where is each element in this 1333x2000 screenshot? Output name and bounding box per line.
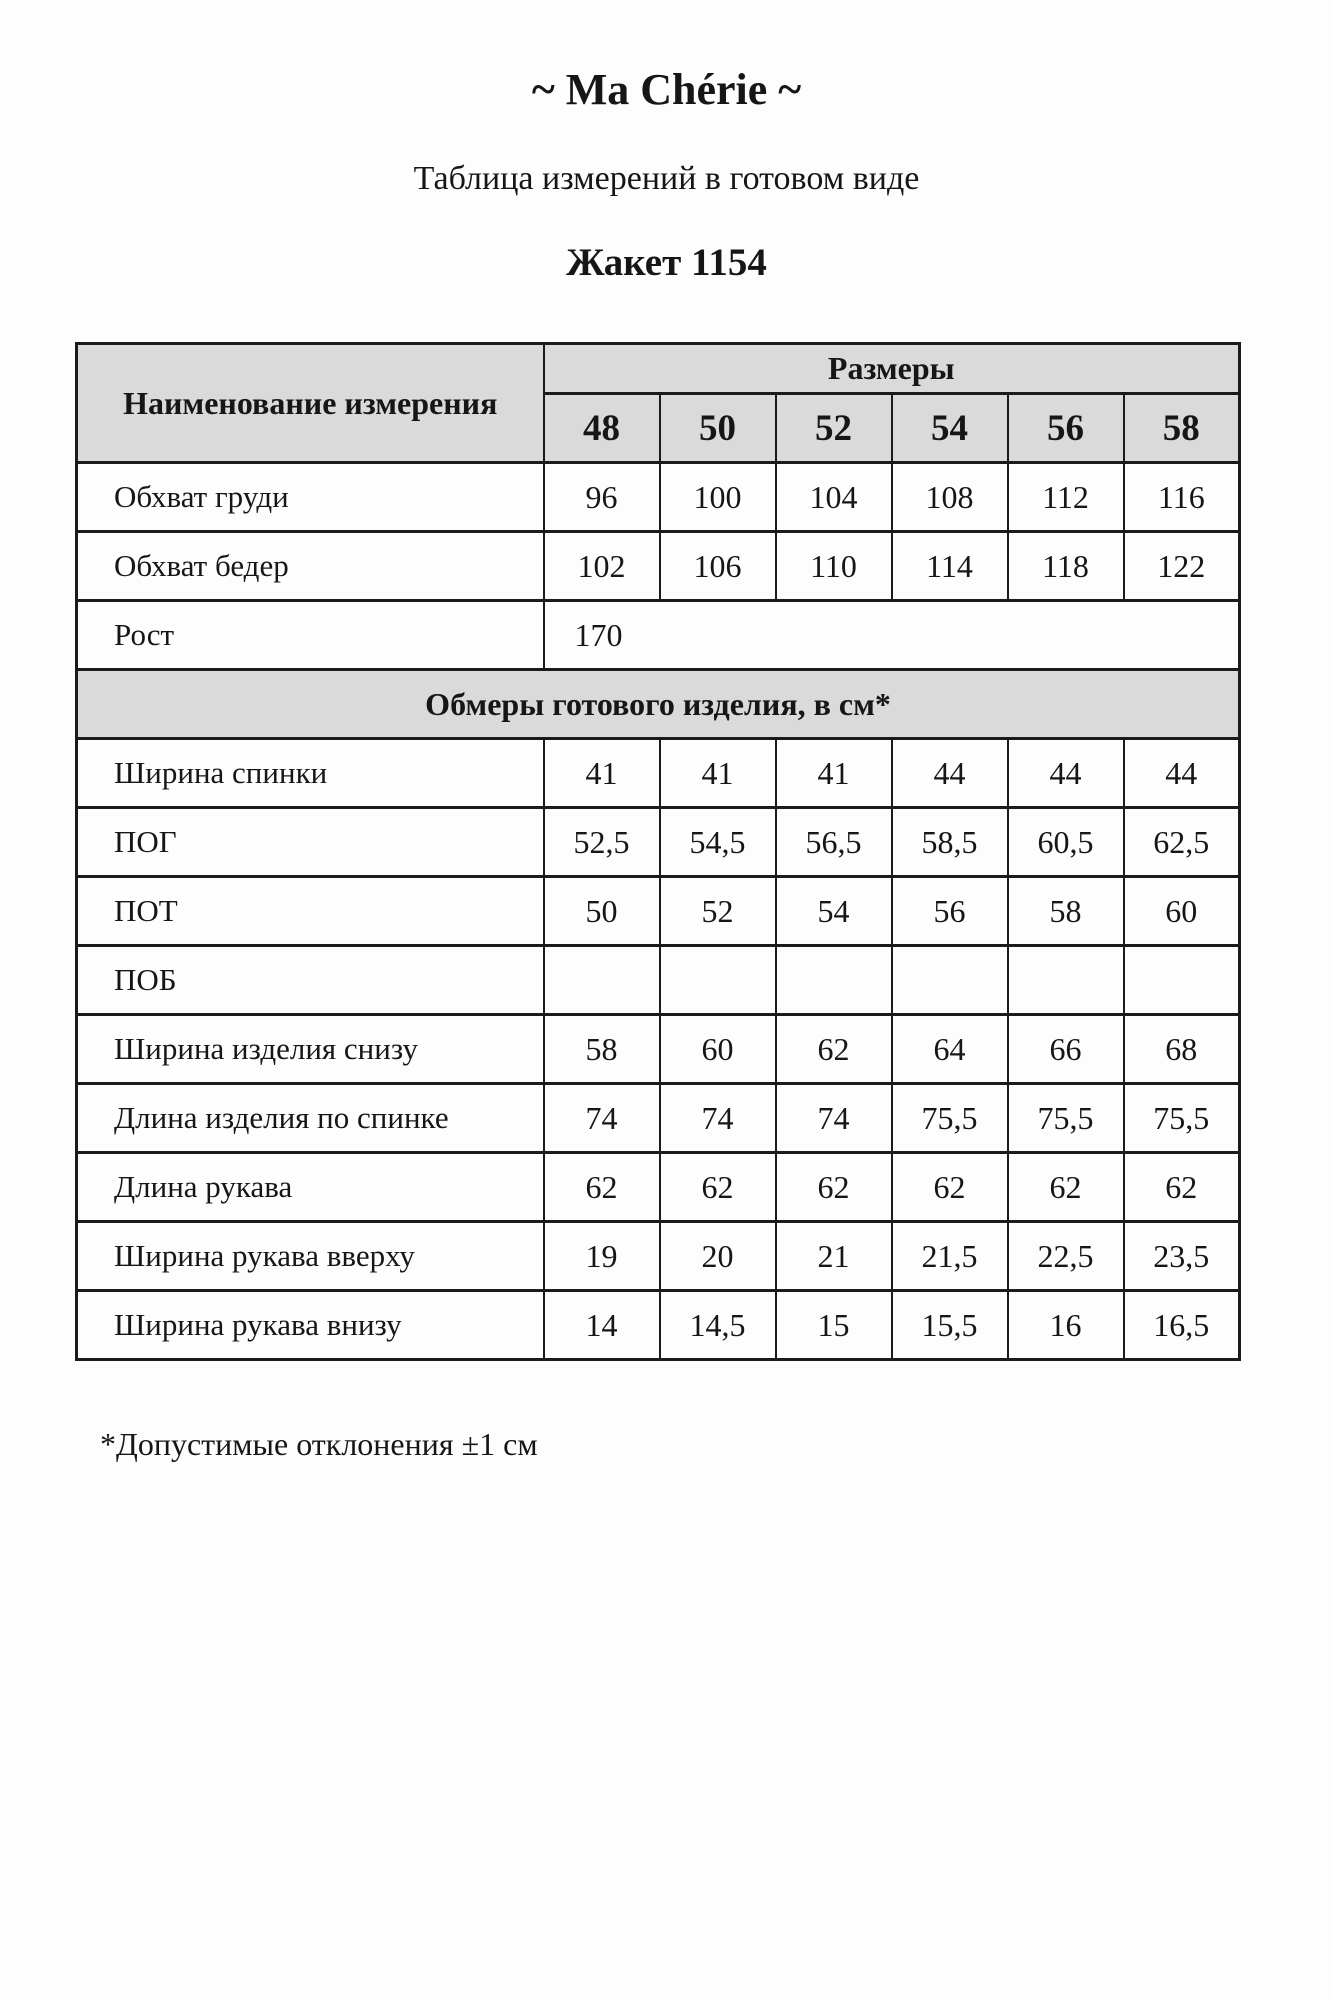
section-header: Обмеры готового изделия, в см*	[77, 670, 1240, 739]
measurement-value	[1124, 946, 1240, 1015]
row-label: ПОГ	[77, 808, 544, 877]
measurement-value	[892, 946, 1008, 1015]
measurement-value: 14	[544, 1291, 660, 1360]
measurement-value: 102	[544, 532, 660, 601]
measurement-value: 116	[1124, 463, 1240, 532]
table-row	[77, 1084, 1240, 1153]
measurement-value: 62	[776, 1015, 892, 1084]
measurement-value: 66	[1008, 1015, 1124, 1084]
measurement-value: 52	[660, 877, 776, 946]
table-row	[77, 877, 1240, 946]
measurement-value: 56,5	[776, 808, 892, 877]
measurement-value: 21,5	[892, 1222, 1008, 1291]
measurement-value: 74	[776, 1084, 892, 1153]
measurement-value: 16,5	[1124, 1291, 1240, 1360]
size-column-header: 52	[776, 394, 892, 463]
measurement-value: 23,5	[1124, 1222, 1240, 1291]
measurement-value: 62	[660, 1153, 776, 1222]
measurement-value: 62	[776, 1153, 892, 1222]
measurement-value: 122	[1124, 532, 1240, 601]
row-label: ПОТ	[77, 877, 544, 946]
table-row	[77, 946, 1240, 1015]
section-band-row	[77, 670, 1240, 739]
measurement-value: 108	[892, 463, 1008, 532]
measurement-value: 75,5	[1124, 1084, 1240, 1153]
measurement-value: 110	[776, 532, 892, 601]
measurement-value: 112	[1008, 463, 1124, 532]
measurement-value: 22,5	[1008, 1222, 1124, 1291]
measurement-value: 62	[1124, 1153, 1240, 1222]
measurement-value: 96	[544, 463, 660, 532]
measurement-value: 104	[776, 463, 892, 532]
row-label: Ширина рукава внизу	[77, 1291, 544, 1360]
measurement-value: 44	[1124, 739, 1240, 808]
measurement-value	[1008, 946, 1124, 1015]
row-label: Обхват бедер	[77, 532, 544, 601]
table-row	[77, 1222, 1240, 1291]
measurement-value: 62	[892, 1153, 1008, 1222]
row-label: Обхват груди	[77, 463, 544, 532]
measurement-value: 16	[1008, 1291, 1124, 1360]
table-row	[77, 1153, 1240, 1222]
product-title: Жакет 1154	[566, 240, 767, 284]
table-row	[77, 739, 1240, 808]
row-label: Ширина изделия снизу	[77, 1015, 544, 1084]
measurement-value: 64	[892, 1015, 1008, 1084]
measurement-value: 100	[660, 463, 776, 532]
size-column-header: 50	[660, 394, 776, 463]
measurement-value	[660, 946, 776, 1015]
document-subtitle: Таблица измерений в готовом виде	[413, 159, 920, 197]
measurement-value: 74	[660, 1084, 776, 1153]
measurement-value: 58	[544, 1015, 660, 1084]
height-row	[77, 601, 1240, 670]
measurement-value: 62	[544, 1153, 660, 1222]
name-column-header: Наименование измерения	[77, 344, 544, 463]
measurement-value: 60,5	[1008, 808, 1124, 877]
sizes-group-header: Размеры	[544, 344, 1240, 394]
row-label: Длина рукава	[77, 1153, 544, 1222]
table-row	[77, 463, 1240, 532]
measurement-value: 15	[776, 1291, 892, 1360]
measurement-value: 41	[660, 739, 776, 808]
measurement-value: 75,5	[892, 1084, 1008, 1153]
measurement-value: 114	[892, 532, 1008, 601]
table-row	[77, 532, 1240, 601]
measurement-value: 118	[1008, 532, 1124, 601]
measurement-value: 52,5	[544, 808, 660, 877]
row-label: Ширина спинки	[77, 739, 544, 808]
row-label: Длина изделия по спинке	[77, 1084, 544, 1153]
tolerance-footnote: *Допустимые отклонения ±1 см	[100, 1426, 538, 1463]
measurement-value: 20	[660, 1222, 776, 1291]
measurement-value: 58,5	[892, 808, 1008, 877]
measurement-value: 15,5	[892, 1291, 1008, 1360]
measurement-value: 14,5	[660, 1291, 776, 1360]
size-column-header: 48	[544, 394, 660, 463]
measurement-value: 44	[1008, 739, 1124, 808]
measurement-value: 74	[544, 1084, 660, 1153]
measurement-value: 58	[1008, 877, 1124, 946]
measurement-value: 54	[776, 877, 892, 946]
size-column-header: 54	[892, 394, 1008, 463]
measurement-value: 62,5	[1124, 808, 1240, 877]
measurement-value	[776, 946, 892, 1015]
table-row	[77, 808, 1240, 877]
measurement-value: 60	[1124, 877, 1240, 946]
row-label: Ширина рукава вверху	[77, 1222, 544, 1291]
measurement-value: 68	[1124, 1015, 1240, 1084]
size-column-header: 56	[1008, 394, 1124, 463]
table-row	[77, 1015, 1240, 1084]
measurement-value: 41	[544, 739, 660, 808]
measurement-value: 19	[544, 1222, 660, 1291]
measurement-value: 56	[892, 877, 1008, 946]
height-value: 170	[544, 601, 1240, 670]
size-column-header: 58	[1124, 394, 1240, 463]
measurement-table	[75, 342, 1241, 1361]
measurement-value: 106	[660, 532, 776, 601]
measurement-value: 21	[776, 1222, 892, 1291]
measurement-value: 75,5	[1008, 1084, 1124, 1153]
measurement-value: 50	[544, 877, 660, 946]
measurement-value	[544, 946, 660, 1015]
measurement-value: 44	[892, 739, 1008, 808]
brand-title: ~ Ma Chérie ~	[531, 65, 802, 114]
table-row	[77, 1291, 1240, 1360]
row-label: ПОБ	[77, 946, 544, 1015]
measurement-value: 54,5	[660, 808, 776, 877]
measurement-value: 60	[660, 1015, 776, 1084]
table-header-row	[77, 344, 1240, 394]
measurement-value: 62	[1008, 1153, 1124, 1222]
row-label: Рост	[77, 601, 544, 670]
measurement-value: 41	[776, 739, 892, 808]
